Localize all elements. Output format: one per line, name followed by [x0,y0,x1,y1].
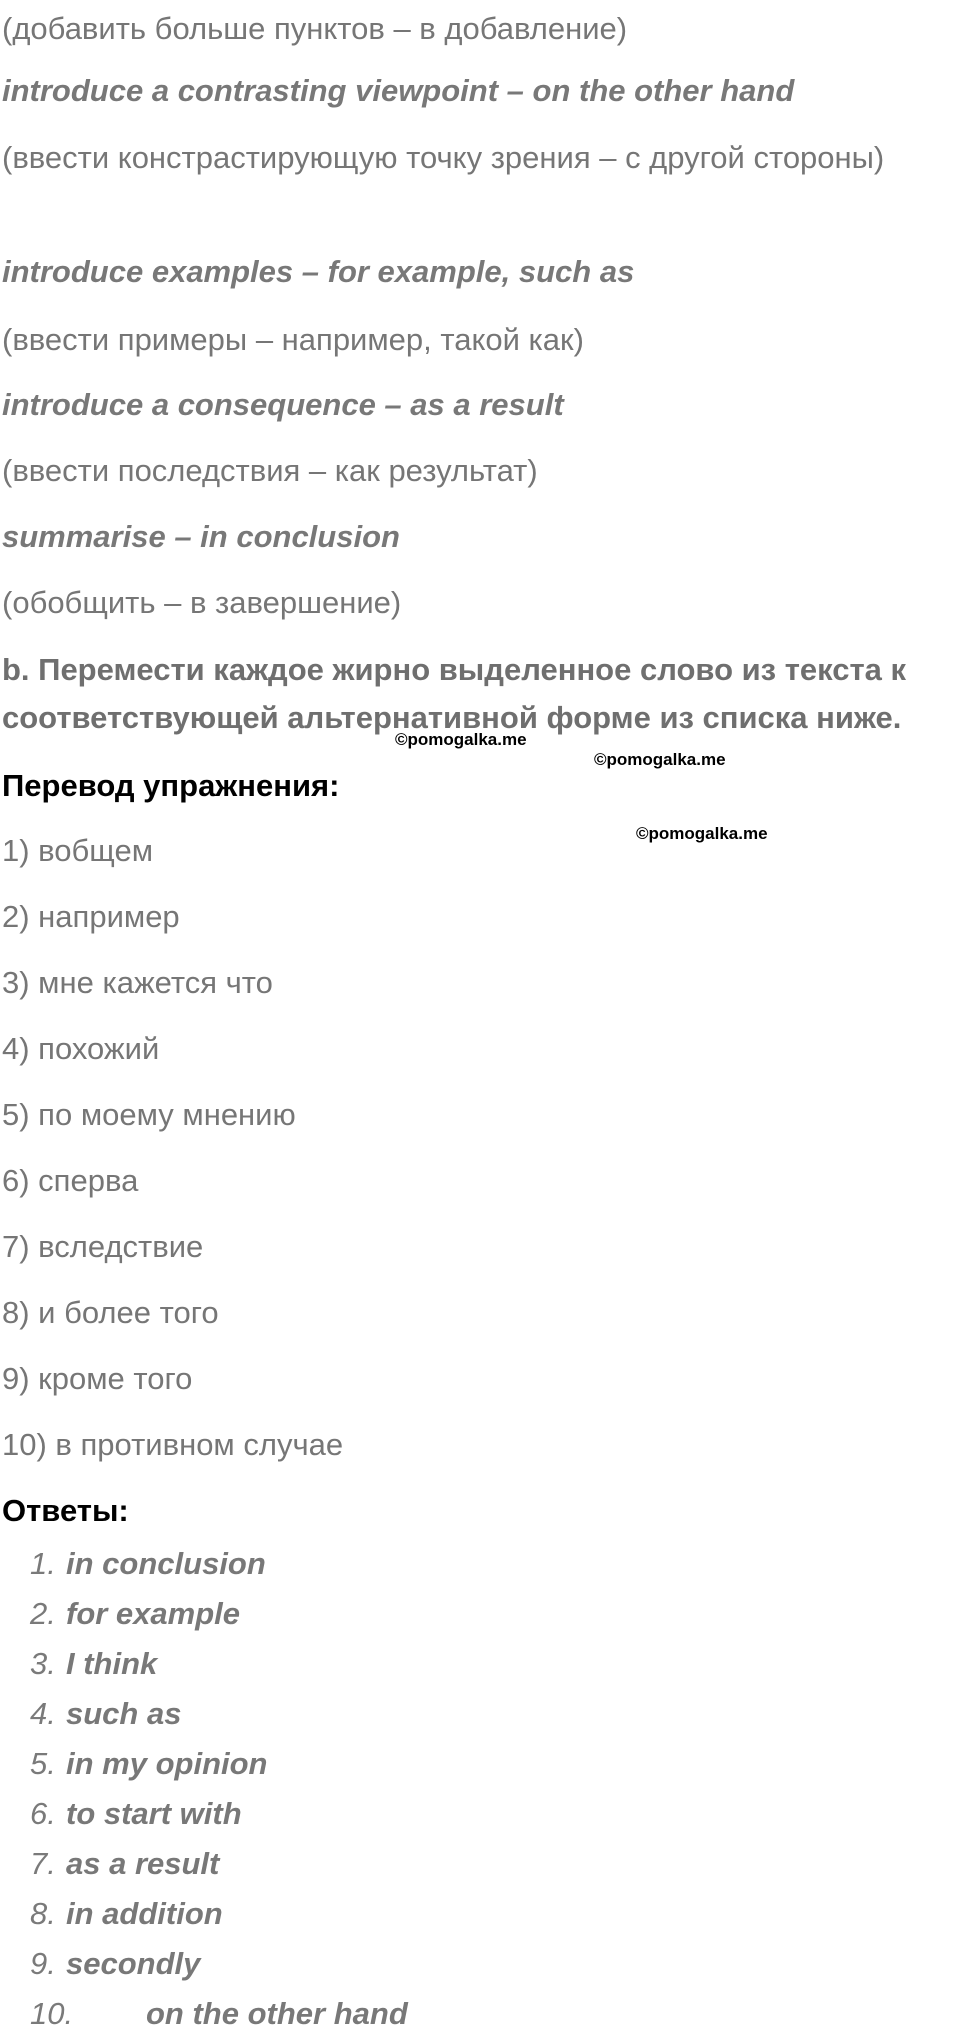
answer-number: 3. [30,1646,56,1681]
translation-item: 9) кроме того [2,1361,193,1396]
phrase-line: introduce examples – for example, such as [2,254,635,289]
answer-number: 5. [30,1746,56,1781]
translation-item: 8) и более того [2,1295,219,1330]
answer-item [30,1989,408,2039]
phrase-line: introduce a consequence – as a result [2,387,564,422]
answer-number: 6. [30,1796,56,1831]
answers-list [30,1539,408,2039]
answer-number: 9. [30,1946,56,1981]
answer-number: 10. [30,1996,74,2031]
translation-heading: Перевод упражнения: [2,768,340,803]
watermark: ©pomogalka.me [594,750,726,769]
translation-line: (обобщить – в завершение) [2,585,402,620]
translation-item: 10) в противном случае [2,1427,344,1462]
translation-item: 3) мне кажется что [2,965,273,1000]
answer-text: secondly [66,1946,201,1981]
phrase-line: introduce a contrasting viewpoint – on the other hand [2,73,795,108]
answer-text: in conclusion [66,1546,266,1581]
answer-number: 4. [30,1696,56,1731]
translation-item: 7) вследствие [2,1229,204,1264]
answer-item [30,1939,408,1989]
translation-item: 1) вобщем [2,833,154,868]
translation-line: (ввести последствия – как результат) [2,453,538,488]
answer-item [30,1739,408,1789]
answer-text: for example [66,1596,241,1631]
watermark: ©pomogalka.me [395,730,527,749]
task-instruction: b. Перемести каждое жирно выделенное слово из текста к соответствующей альтернативной форме из списка ниже. [2,652,907,735]
answers-heading: Ответы: [2,1493,129,1528]
answer-item [30,1639,408,1689]
answer-number: 1. [30,1546,56,1581]
translation-item: 4) похожий [2,1031,160,1066]
translation-line: (добавить больше пунктов – в добавление) [2,11,628,46]
answer-text: I think [66,1646,158,1681]
answer-number: 8. [30,1896,56,1931]
phrase-line: summarise – in conclusion [2,519,400,554]
answer-text: such as [66,1696,182,1731]
answer-item [30,1839,408,1889]
answer-item [30,1889,408,1939]
answer-item [30,1589,408,1639]
translation-item: 5) по моему мнению [2,1097,296,1132]
answer-item [30,1539,408,1589]
answer-number: 2. [30,1596,56,1631]
answer-text: as a result [66,1846,220,1881]
answer-text: to start with [66,1796,242,1831]
watermark: ©pomogalka.me [636,824,768,843]
answer-text: in my opinion [66,1746,268,1781]
answer-text: in addition [66,1896,223,1931]
answer-text: on the other hand [146,1996,408,2031]
translation-item: 2) например [2,899,180,934]
translation-item: 6) сперва [2,1163,139,1198]
answer-number: 7. [30,1846,56,1881]
answer-item [30,1789,408,1839]
answer-item [30,1689,408,1739]
translation-line: (ввести примеры – например, такой как) [2,322,584,357]
translation-line: (ввести констрастирующую точку зрения – с другой стороны) [2,140,885,175]
